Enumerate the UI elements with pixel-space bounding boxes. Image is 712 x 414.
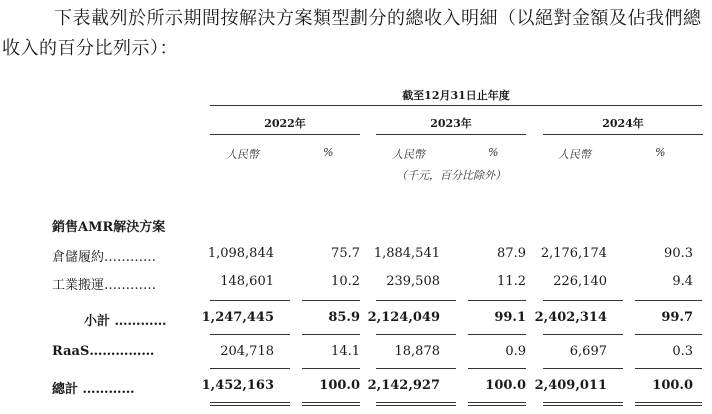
table-row (0, 274, 712, 294)
double-underline (468, 402, 526, 403)
row-label: 小計 ………… (84, 314, 167, 329)
double-underline (543, 402, 623, 403)
double-underline (635, 402, 702, 403)
cell: 75.7 (331, 246, 360, 261)
subtotal-rule (210, 300, 290, 301)
total-rule (302, 368, 360, 369)
percent-label-2022: % (323, 146, 334, 159)
row-label: RaaS…………… (52, 344, 155, 359)
subtotal-rule (543, 300, 623, 301)
subtotal-rule (635, 334, 702, 335)
currency-label-2023: 人民幣 (392, 148, 425, 161)
percent-label-2024: % (655, 146, 666, 159)
section-title: 銷售AMR解決方案 (52, 220, 166, 235)
subtotal-rule (210, 334, 290, 335)
total-rule (635, 368, 702, 369)
year-rule-2022 (210, 134, 360, 135)
double-underline (210, 402, 290, 403)
subtotal-rule (468, 334, 526, 335)
intro-line-1: 下表載列於所示期間按解決方案類型劃分的總收入明細（以絕對金額及佔我們總 (54, 8, 702, 29)
cell: 100.0 (319, 378, 360, 393)
cell: 100.0 (652, 378, 693, 393)
units-note: （千元，百分比除外） (396, 169, 506, 182)
year-rule-2024 (543, 134, 703, 135)
cell: 1,884,541 (373, 246, 440, 261)
percent-label-2023: % (488, 146, 499, 159)
double-underline (543, 405, 623, 406)
currency-label-2024: 人民幣 (558, 148, 591, 161)
year-2023-header: 2023年 (430, 117, 472, 130)
cell: 239,508 (386, 274, 440, 289)
double-underline (376, 405, 456, 406)
total-rule (376, 368, 456, 369)
table-row (0, 310, 712, 330)
table-row (0, 344, 712, 364)
cell: 6,697 (569, 344, 607, 359)
double-underline (302, 402, 360, 403)
currency-label-2022: 人民幣 (226, 148, 259, 161)
total-rule (210, 368, 290, 369)
cell: 99.7 (661, 310, 693, 325)
cell: 18,878 (394, 344, 440, 359)
row-label: 工業搬運………… (52, 278, 157, 293)
double-underline (376, 402, 456, 403)
cell: 226,140 (553, 274, 607, 289)
cell: 1,247,445 (201, 310, 274, 325)
double-underline (210, 405, 290, 406)
total-rule (543, 368, 623, 369)
cell: 11.2 (497, 274, 526, 289)
subtotal-rule (302, 300, 360, 301)
cell: 1,098,844 (207, 246, 274, 261)
period-header: 截至12月31日止年度 (402, 89, 510, 102)
subtotal-rule (376, 334, 456, 335)
row-label: 倉儲履約………… (52, 250, 157, 265)
cell: 2,142,927 (367, 378, 440, 393)
table-row (0, 246, 712, 266)
cell: 2,402,314 (534, 310, 607, 325)
subtotal-rule (468, 300, 526, 301)
double-underline (302, 405, 360, 406)
subtotal-rule (376, 300, 456, 301)
table-row (0, 378, 712, 398)
period-rule (210, 105, 702, 106)
cell: 90.3 (664, 246, 693, 261)
cell: 99.1 (494, 310, 526, 325)
subtotal-rule (543, 334, 623, 335)
cell: 14.1 (331, 344, 360, 359)
row-label: 總計 ………… (52, 382, 135, 397)
subtotal-rule (302, 334, 360, 335)
cell: 2,124,049 (367, 310, 440, 325)
cell: 2,409,011 (534, 378, 607, 393)
year-2024-header: 2024年 (602, 117, 644, 130)
cell: 1,452,163 (201, 378, 274, 393)
cell: 204,718 (220, 344, 274, 359)
cell: 2,176,174 (540, 246, 607, 261)
cell: 148,601 (220, 274, 274, 289)
cell: 85.9 (328, 310, 360, 325)
cell: 87.9 (497, 246, 526, 261)
year-rule-2023 (376, 134, 526, 135)
subtotal-rule (635, 300, 702, 301)
double-underline (635, 405, 702, 406)
cell: 100.0 (485, 378, 526, 393)
cell: 0.9 (505, 344, 526, 359)
cell: 9.4 (672, 274, 693, 289)
cell: 10.2 (331, 274, 360, 289)
total-rule (468, 368, 526, 369)
intro-paragraph (2, 4, 708, 64)
cell: 0.3 (672, 344, 693, 359)
year-2022-header: 2022年 (264, 117, 306, 130)
double-underline (468, 405, 526, 406)
intro-line-2: 收入的百分比列示）： (2, 38, 178, 59)
